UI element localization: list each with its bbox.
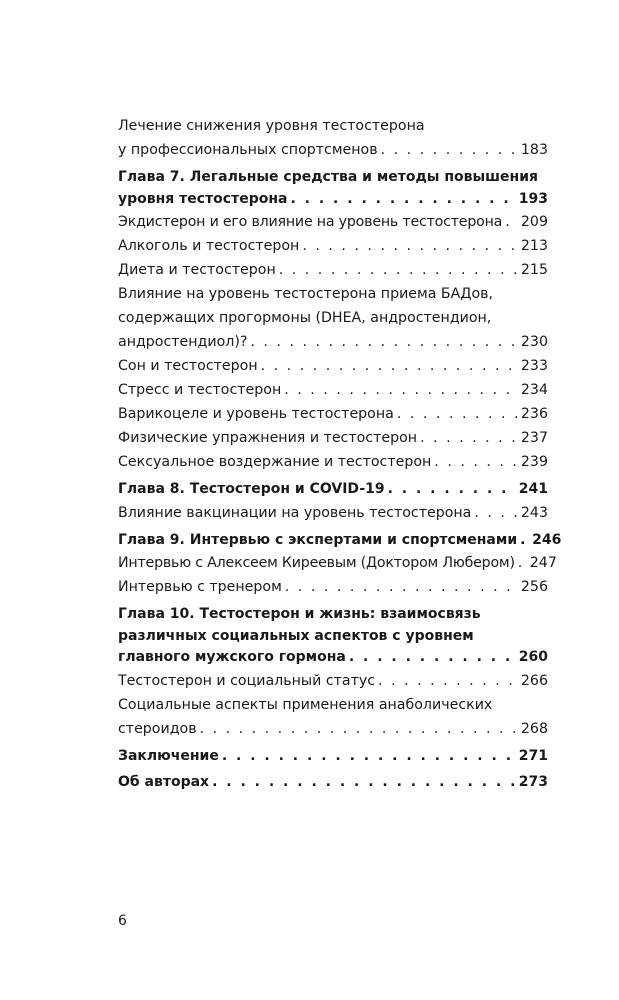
toc-chapter[interactable] [118,479,548,501]
toc-page-number: 215 [520,262,548,278]
dot-leader [505,210,517,234]
toc-entry-title: Интервью с тренером [118,579,282,595]
toc-line [118,772,548,794]
toc-entry-title: главного мужского гормона [118,649,346,665]
toc-section[interactable] [118,402,548,426]
toc-chapter[interactable] [118,530,562,552]
toc-section[interactable] [118,114,548,162]
toc-section[interactable] [118,210,548,234]
dot-leader [381,138,517,162]
toc-chapter[interactable] [118,604,548,669]
toc-section[interactable] [118,378,548,402]
dot-leader [302,234,517,258]
toc-entry-title: Влияние вакцинации на уровень тестостерона [118,504,472,521]
toc-line [118,479,548,501]
toc-entry-title: Диета и тестостерон [118,262,276,278]
toc-page-number: 237 [520,430,548,446]
dot-leader [434,450,517,474]
toc-section[interactable] [118,501,548,525]
toc-section[interactable] [118,450,548,474]
toc-page-number: 241 [518,481,548,497]
toc-line [118,551,557,575]
toc-entry-title: различных социальных аспектов с уровнем [118,627,474,644]
toc-entry-title: Лечение снижения уровня тестостерона [118,118,425,134]
toc-page-number: 213 [520,238,548,254]
toc-entry-title: Глава 7. Легальные средства и методы повышения [118,169,538,185]
toc-page-number: 233 [520,358,548,374]
toc-line [118,426,548,450]
toc-line [118,282,548,306]
toc-entry-title: Варикоцеле и уровень тестостерона [118,406,394,422]
dot-leader [279,258,517,282]
toc-line [118,258,548,282]
toc-line [118,693,548,717]
toc-line [118,167,548,189]
dot-leader [250,330,517,354]
dot-leader [290,189,514,211]
toc-entry-title: стероидов [118,720,197,737]
toc-section[interactable] [118,693,548,741]
toc-page-number: 266 [520,672,548,689]
toc-line [118,669,548,693]
toc-page-number: 230 [520,334,548,350]
toc-page-number: 243 [520,504,548,521]
toc-section[interactable] [118,354,548,378]
toc-line [118,114,548,138]
toc-chapter[interactable] [118,167,548,210]
toc-page-number: 246 [532,531,562,548]
toc-line [118,530,562,552]
toc-entry-title: Заключение [118,747,219,764]
dot-leader [420,426,517,450]
toc-page-number: 209 [520,214,548,230]
table-of-contents [118,114,562,794]
toc-line [118,234,548,258]
dot-leader [200,717,517,741]
toc-line [118,501,548,525]
toc-entry-title: Влияние на уровень тестостерона приема БАДов, [118,286,493,302]
toc-entry-title: Глава 9. Интервью с экспертами и спортсменами [118,531,518,548]
toc-line [118,604,548,626]
toc-section[interactable] [118,282,548,354]
toc-entry-title: Стресс и тестостерон [118,382,282,398]
toc-line [118,210,548,234]
toc-section[interactable] [118,234,548,258]
toc-line [118,575,548,599]
dot-leader [474,501,517,525]
toc-line [118,402,548,426]
dot-leader [349,647,515,669]
toc-line [118,138,548,162]
toc-section[interactable] [118,669,548,693]
toc-page-number: 236 [520,406,548,422]
dot-leader [520,530,528,552]
toc-entry-title: Сексуальное воздержание и тестостерон [118,454,432,470]
toc-page-number: 239 [520,454,548,470]
toc-entry-title: Тестостерон и социальный статус [118,672,376,689]
toc-line [118,330,548,354]
toc-page-number: 268 [520,720,548,737]
toc-entry-title: уровня тестостерона [118,190,288,207]
dot-leader [261,354,517,378]
dot-leader [388,479,515,501]
dot-leader [378,669,517,693]
toc-line [118,450,548,474]
toc-entry-title: содержащих прогормоны (DHEA, андростендион, [118,310,492,326]
toc-page-number: 247 [529,555,557,571]
toc-section[interactable] [118,551,557,575]
toc-line [118,746,548,768]
toc-line [118,647,548,669]
toc-page-number: 183 [520,142,548,158]
toc-page-number: 271 [518,747,548,764]
dot-leader [212,772,515,794]
toc-page-number: 256 [520,579,548,595]
toc-entry-title: у профессиональных спортсменов [118,142,378,158]
toc-page-number: 260 [518,649,548,665]
toc-line [118,354,548,378]
toc-section[interactable] [118,258,548,282]
toc-line [118,378,548,402]
toc-entry-title: Физические упражнения и тестостерон [118,430,418,446]
toc-chapter[interactable] [118,746,548,768]
toc-entry-title: Сон и тестостерон [118,358,258,374]
dot-leader [397,402,517,426]
toc-page-number: 193 [518,190,548,207]
toc-entry-title: Об авторах [118,774,210,790]
toc-entry-title: Глава 10. Тестостерон и жизнь: взаимосвязь [118,606,481,622]
toc-page-number: 273 [518,774,548,790]
dot-leader [284,378,517,402]
page-number: 6 [118,913,127,929]
toc-chapter[interactable] [118,772,548,794]
toc-page-number: 234 [520,382,548,398]
toc-line [118,626,548,648]
toc-section[interactable] [118,426,548,450]
toc-entry-title: Глава 8. Тестостерон и COVID-19 [118,481,385,497]
toc-line [118,306,548,330]
toc-entry-title: Социальные аспекты применения анаболических [118,696,493,713]
dot-leader [285,575,517,599]
toc-line [118,189,548,211]
toc-entry-title: Алкоголь и тестостерон [118,238,300,254]
toc-line [118,717,548,741]
dot-leader [222,746,515,768]
toc-section[interactable] [118,575,548,599]
toc-entry-title: андростендиол)? [118,334,248,350]
toc-entry-title: Экдистерон и его влияние на уровень тестостерона [118,214,503,230]
dot-leader [518,551,526,575]
toc-entry-title: Интервью с Алексеем Киреевым (Доктором Любером) [118,555,515,571]
